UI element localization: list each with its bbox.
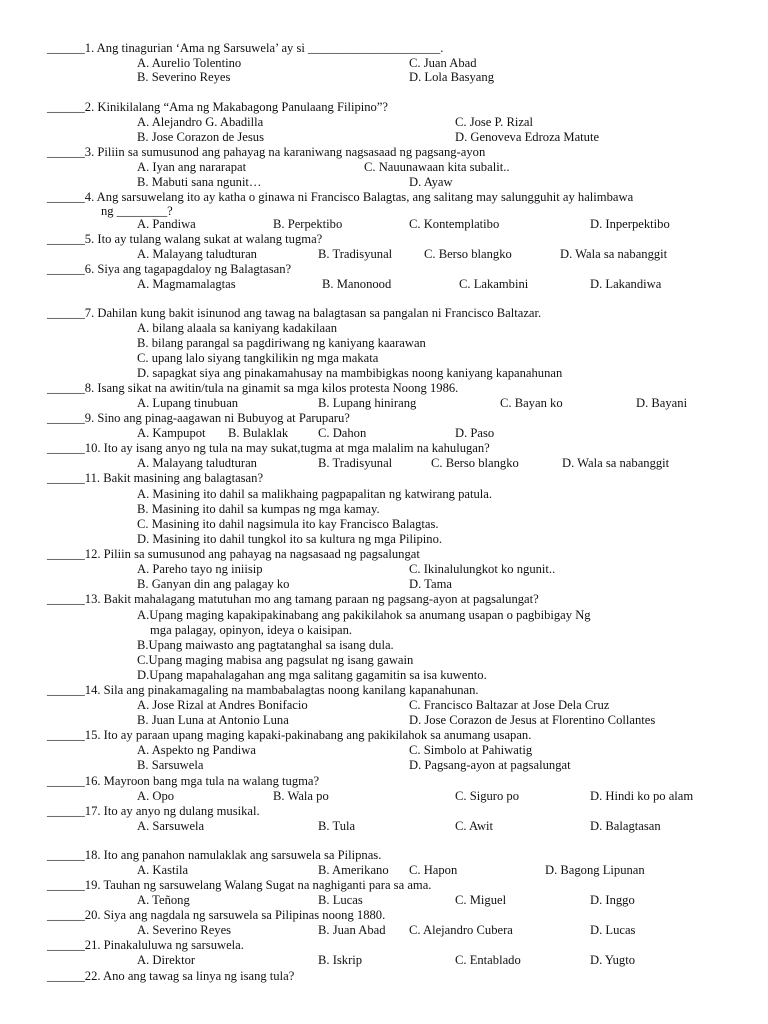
q8-stem: ______8. Isang sikat na awitin/tula na ginamit sa mga kilos protesta Noong 1986. bbox=[47, 381, 459, 395]
q19-option-d: D. Inggo bbox=[590, 893, 635, 907]
q1-option-a: A. Aurelio Tolentino bbox=[137, 56, 242, 70]
q2-option-d: D. Genoveva Edroza Matute bbox=[455, 130, 600, 144]
q16-stem: ______16. Mayroon bang mga tula na walang tugma? bbox=[47, 774, 320, 788]
q19-option-a: A. Teñong bbox=[137, 893, 190, 907]
q9-option-a: A. Kampupot bbox=[137, 426, 206, 440]
q18-option-b: B. Amerikano bbox=[318, 863, 389, 877]
q18-stem: ______18. Ito ang panahon namulaklak ang sarsuwela sa Pilipnas. bbox=[47, 848, 382, 862]
q10-option-c: C. Berso blangko bbox=[431, 456, 519, 470]
q20-option-a: A. Severino Reyes bbox=[137, 923, 232, 937]
q11-option-c: C. Masining ito dahil nagsimula ito kay Francisco Balagtas. bbox=[137, 517, 439, 531]
q4-option-c: C. Kontemplatibo bbox=[409, 217, 500, 231]
q15-option-b: B. Sarsuwela bbox=[137, 758, 204, 772]
q4-option-a: A. Pandiwa bbox=[137, 217, 196, 231]
q20-option-b: B. Juan Abad bbox=[318, 923, 386, 937]
q15-option-d: D. Pagsang-ayon at pagsalungat bbox=[409, 758, 571, 772]
q20-option-d: D. Lucas bbox=[590, 923, 636, 937]
q12-option-b: B. Ganyan din ang palagay ko bbox=[137, 577, 290, 591]
q9-stem: ______9. Sino ang pinag-aagawan ni Bubuyog at Paruparu? bbox=[47, 411, 350, 425]
q10-option-d: D. Wala sa nabanggit bbox=[562, 456, 670, 470]
q14-stem: ______14. Sila ang pinakamagaling na mambabalagtas noong kanilang kapanahunan. bbox=[47, 683, 479, 697]
q3-option-c: C. Nauunawaan kita subalit.. bbox=[364, 160, 510, 174]
q5-option-b: B. Tradisyunal bbox=[318, 247, 393, 261]
q18-option-c: C. Hapon bbox=[409, 863, 458, 877]
q12-option-d: D. Tama bbox=[409, 577, 452, 591]
q9-option-d: D. Paso bbox=[455, 426, 495, 440]
q2-option-a: A. Alejandro G. Abadilla bbox=[137, 115, 264, 129]
q13-option-a: A.Upang maging kapakipakinabang ang pakikilahok sa anumang usapan o pagbibigay Ng bbox=[137, 608, 591, 622]
q7-stem: ______7. Dahilan kung bakit isinunod ang tawag na balagtasan sa pangalan ni Francisco Baltazar. bbox=[47, 306, 542, 320]
q3-option-d: D. Ayaw bbox=[409, 175, 453, 189]
q7-option-d: D. sapagkat siya ang pinakamahusay na mambibigkas noong kaniyang kapanahunan bbox=[137, 366, 563, 380]
q5-option-d: D. Wala sa nabanggit bbox=[560, 247, 668, 261]
q21-option-c: C. Entablado bbox=[455, 953, 521, 967]
q10-stem: ______10. Ito ay isang anyo ng tula na may sukat,tugma at mga malalim na kahulugan? bbox=[47, 441, 490, 455]
q14-option-b: B. Juan Luna at Antonio Luna bbox=[137, 713, 289, 727]
q13-stem: ______13. Bakit mahalagang matutuhan mo ang tamang paraan ng pagsang-ayon at pagsalungat? bbox=[47, 592, 539, 606]
q6-option-c: C. Lakambini bbox=[459, 277, 529, 291]
q21-option-d: D. Yugto bbox=[590, 953, 636, 967]
q19-option-b: B. Lucas bbox=[318, 893, 363, 907]
q16-option-c: C. Siguro po bbox=[455, 789, 520, 803]
q17-option-d: D. Balagtasan bbox=[590, 819, 661, 833]
q20-option-c: C. Alejandro Cubera bbox=[409, 923, 513, 937]
q16-option-d: D. Hindi ko po alam bbox=[590, 789, 694, 803]
q6-option-b: B. Manonood bbox=[322, 277, 392, 291]
q13-option-a-continued: mga palagay, opinyon, ideya o kaisipan. bbox=[150, 623, 353, 637]
q6-option-a: A. Magmamalagtas bbox=[137, 277, 236, 291]
q18-option-a: A. Kastila bbox=[137, 863, 189, 877]
q15-option-a: A. Aspekto ng Pandiwa bbox=[137, 743, 256, 757]
q7-option-b: B. bilang parangal sa pagdiriwang ng kaniyang kaarawan bbox=[137, 336, 426, 350]
q5-stem: ______5. Ito ay tulang walang sukat at walang tugma? bbox=[47, 232, 323, 246]
q2-option-b: B. Jose Corazon de Jesus bbox=[137, 130, 264, 144]
q21-option-b: B. Iskrip bbox=[318, 953, 363, 967]
q14-option-c: C. Francisco Baltazar at Jose Dela Cruz bbox=[409, 698, 610, 712]
q21-stem: ______21. Pinakaluluwa ng sarsuwela. bbox=[47, 938, 244, 952]
q17-option-c: C. Awit bbox=[455, 819, 494, 833]
q6-stem: ______6. Siya ang tagapagdaloy ng Balagtasan? bbox=[47, 262, 292, 276]
q13-option-b: B.Upang maiwasto ang pagtatanghal sa isang dula. bbox=[137, 638, 394, 652]
q4-option-d: D. Inperpektibo bbox=[590, 217, 670, 231]
q1-option-b: B. Severino Reyes bbox=[137, 70, 231, 84]
q14-option-d: D. Jose Corazon de Jesus at Florentino Collantes bbox=[409, 713, 656, 727]
q10-option-a: A. Malayang taludturan bbox=[137, 456, 257, 470]
q5-option-c: C. Berso blangko bbox=[424, 247, 512, 261]
q3-option-a: A. Iyan ang nararapat bbox=[137, 160, 247, 174]
q13-option-d: D.Upang mapahalagahan ang mga salitang gagamitin sa isa kuwento. bbox=[137, 668, 487, 682]
q8-option-b: B. Lupang hinirang bbox=[318, 396, 417, 410]
q9-option-b: B. Bulaklak bbox=[228, 426, 289, 440]
q8-option-d: D. Bayani bbox=[636, 396, 688, 410]
q12-option-a: A. Pareho tayo ng iniisip bbox=[137, 562, 263, 576]
q4-stem: ______4. Ang sarsuwelang ito ay katha o ginawa ni Francisco Balagtas, ang salitang may salungguhit ay halimbawa bbox=[47, 190, 634, 204]
q19-option-c: C. Miguel bbox=[455, 893, 507, 907]
q11-option-a: A. Masining ito dahil sa malikhaing pagpapalitan ng katwirang patula. bbox=[137, 487, 492, 501]
q4-option-b: B. Perpektibo bbox=[273, 217, 343, 231]
q8-option-c: C. Bayan ko bbox=[500, 396, 563, 410]
q13-option-c: C.Upang maging mabisa ang pagsulat ng isang gawain bbox=[137, 653, 414, 667]
q21-option-a: A. Direktor bbox=[137, 953, 196, 967]
q15-option-c: C. Simbolo at Pahiwatig bbox=[409, 743, 533, 757]
q10-option-b: B. Tradisyunal bbox=[318, 456, 393, 470]
q17-option-b: B. Tula bbox=[318, 819, 356, 833]
q16-option-a: A. Opo bbox=[137, 789, 175, 803]
q3-stem: ______3. Piliin sa sumusunod ang pahayag na karaniwang nagsasaad ng pagsang-ayon bbox=[47, 145, 486, 159]
q7-option-c: C. upang lalo siyang tangkilikin ng mga makata bbox=[137, 351, 379, 365]
q19-stem: ______19. Tauhan ng sarsuwelang Walang Sugat na naghiganti para sa ama. bbox=[47, 878, 432, 892]
q14-option-a: A. Jose Rizal at Andres Bonifacio bbox=[137, 698, 308, 712]
q1-stem: ______1. Ang tinagurian ‘Ama ng Sarsuwela’ ay si _____________________. bbox=[47, 41, 444, 55]
q2-stem: ______2. Kinikilalang “Ama ng Makabagong Panulaang Filipino”? bbox=[47, 100, 389, 114]
q3-option-b: B. Mabuti sana ngunit… bbox=[137, 175, 262, 189]
q17-stem: ______17. Ito ay anyo ng dulang musikal. bbox=[47, 804, 260, 818]
q1-option-d: D. Lola Basyang bbox=[409, 70, 494, 84]
q12-stem: ______12. Piliin sa sumusunod ang pahayag na nagsasaad ng pagsalungat bbox=[47, 547, 420, 561]
q11-stem: ______11. Bakit masining ang balagtasan? bbox=[47, 471, 264, 485]
q16-option-b: B. Wala po bbox=[273, 789, 329, 803]
q12-option-c: C. Ikinalulungkot ko ngunit.. bbox=[409, 562, 556, 576]
q22-stem: ______22. Ano ang tawag sa linya ng isang tula? bbox=[47, 969, 295, 983]
q18-option-d: D. Bagong Lipunan bbox=[545, 863, 645, 877]
q11-option-b: B. Masining ito dahil sa kumpas ng mga kamay. bbox=[137, 502, 380, 516]
q20-stem: ______20. Siya ang nagdala ng sarsuwela sa Pilipinas noong 1880. bbox=[47, 908, 386, 922]
q17-option-a: A. Sarsuwela bbox=[137, 819, 205, 833]
q9-option-c: C. Dahon bbox=[318, 426, 367, 440]
q1-option-c: C. Juan Abad bbox=[409, 56, 477, 70]
q7-option-a: A. bilang alaala sa kaniyang kadakilaan bbox=[137, 321, 338, 335]
q8-option-a: A. Lupang tinubuan bbox=[137, 396, 239, 410]
q5-option-a: A. Malayang taludturan bbox=[137, 247, 257, 261]
q6-option-d: D. Lakandiwa bbox=[590, 277, 662, 291]
q4-stem-continued: ng ________? bbox=[101, 204, 173, 218]
q11-option-d: D. Masining ito dahil tungkol ito sa kultura ng mga Pilipino. bbox=[137, 532, 443, 546]
q2-option-c: C. Jose P. Rizal bbox=[455, 115, 534, 129]
q15-stem: ______15. Ito ay paraan upang maging kapaki-pakinabang ang pakikilahok sa anumang usapan. bbox=[47, 728, 532, 742]
